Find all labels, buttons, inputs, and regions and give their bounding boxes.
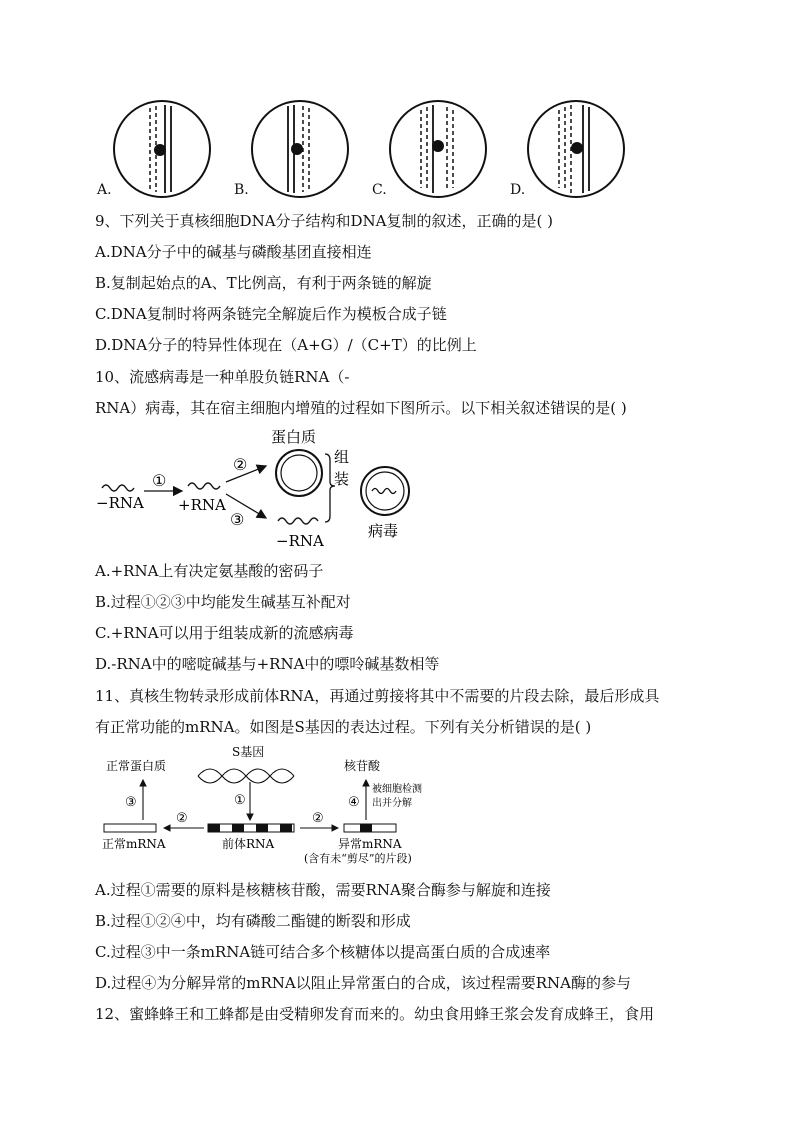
option-a-circle-diagram: [113, 100, 211, 198]
virus-label: 病毒: [368, 522, 399, 540]
q11-option-d: D.过程④为分解异常的mRNA以阻止异常蛋白的合成，该过程需要RNA酶的参与: [95, 974, 631, 992]
option-b-circle-diagram: [251, 100, 349, 198]
q10-stem-line1: 10、流感病毒是一种单股负链RNA（-: [95, 368, 350, 386]
option-c-circle-diagram: [389, 100, 487, 198]
q11-step2-left-label: ②: [176, 811, 188, 826]
option-b-letter: B.: [234, 182, 249, 198]
q11-step1-label: ①: [234, 793, 246, 808]
protein-label: 蛋白质: [271, 428, 317, 446]
plus-rna-wave-icon: [188, 483, 220, 489]
assemble-char-1: 组: [334, 448, 350, 466]
assemble-char-2: 装: [334, 470, 350, 488]
q11-step4-label: ④: [348, 795, 360, 810]
abnormal-mrna-note: (含有未“剪尽”的片段): [304, 852, 412, 865]
dna-helix-strand-2: [198, 769, 294, 783]
q11-option-b: B.过程①②④中，均有磷酸二酯键的断裂和形成: [95, 912, 411, 930]
minus-rna-left-label: −RNA: [96, 494, 144, 512]
q10-virus-replication-diagram: [90, 424, 420, 554]
q10-option-d: D.-RNA中的嘧啶碱基与+RNA中的嘌呤碱基数相等: [95, 655, 440, 673]
step1-label: ①: [152, 471, 167, 490]
option-b-diagram: [253, 102, 347, 196]
q9-stem: 9、下列关于真核细胞DNA分子结构和DNA复制的叙述，正确的是( ): [95, 212, 553, 230]
q11-option-c: C.过程③中一条mRNA链可结合多个核糖体以提高蛋白质的合成速率: [95, 943, 551, 961]
option-c-diagram: [391, 102, 485, 196]
nucleotides-label: 核苷酸: [344, 759, 381, 773]
q10-option-b: B.过程①②③中均能发生碱基互补配对: [95, 593, 351, 611]
step2-label: ②: [233, 455, 248, 474]
normal-mrna-bar: [104, 824, 156, 832]
option-d-diagram: [529, 102, 623, 196]
minus-rna-wave-icon: [102, 485, 134, 491]
q11-s-gene-expression-diagram: [98, 742, 458, 868]
q9-option-d: D.DNA分子的特异性体现在（A+G）/（C+T）的比例上: [95, 336, 477, 354]
option-d-circle-diagram: [527, 100, 625, 198]
step3-label: ③: [230, 510, 245, 529]
option-c-letter: C.: [372, 182, 387, 198]
normal-protein-label: 正常蛋白质: [106, 759, 167, 773]
q9-option-a: A.DNA分子中的碱基与磷酸基团直接相连: [95, 243, 372, 261]
q9-option-b: B.复制起始点的A、T比例高，有利于两条链的解旋: [95, 274, 432, 292]
q10-option-c: C.+RNA可以用于组装成新的流感病毒: [95, 624, 354, 642]
q11-stem-line1: 11、真核生物转录形成前体RNA，再通过剪接将其中不需要的片段去除，最后形成具: [95, 687, 660, 705]
virus-circle: [361, 467, 409, 515]
q12-stem-line1: 12、蜜蜂蜂王和工蜂都是由受精卵发育而来的。幼虫食用蜂王浆会发育成蜂王，食用: [95, 1005, 655, 1023]
q11-option-a: A.过程①需要的原料是核糖核苷酸，需要RNA聚合酶参与解旋和连接: [95, 881, 551, 899]
minus-rna-bottom-wave-icon: [278, 518, 318, 524]
q11-step3-label: ③: [125, 795, 137, 810]
option-d-letter: D.: [510, 182, 526, 198]
q11-stem-line2: 有正常功能的mRNA。如图是S基因的表达过程。下列有关分析错误的是( ): [95, 718, 592, 736]
detected-label-line1: 被细胞检测: [372, 784, 422, 795]
plus-rna-label: +RNA: [178, 496, 226, 514]
option-a-diagram: [115, 102, 209, 196]
detected-label-line2: 出并分解: [372, 798, 412, 809]
normal-mrna-label: 正常mRNA: [102, 837, 166, 851]
option-a-letter: A.: [97, 182, 112, 198]
s-gene-label: S基因: [232, 745, 265, 759]
precursor-rna-label: 前体RNA: [222, 837, 275, 851]
virus-rna-wave-icon: [372, 489, 396, 494]
protein-shell-circle: [276, 450, 322, 496]
q11-step2-right-label: ②: [312, 811, 324, 826]
abnormal-mrna-label: 异常mRNA: [338, 837, 402, 851]
q9-option-c: C.DNA复制时将两条链完全解旋后作为模板合成子链: [95, 305, 447, 323]
q10-option-a: A.+RNA上有决定氨基酸的密码子: [95, 562, 324, 580]
q10-stem-line2: RNA）病毒，其在宿主细胞内增殖的过程如下图所示。以下相关叙述错误的是( ): [95, 399, 627, 417]
minus-rna-bottom-label: −RNA: [276, 532, 324, 550]
